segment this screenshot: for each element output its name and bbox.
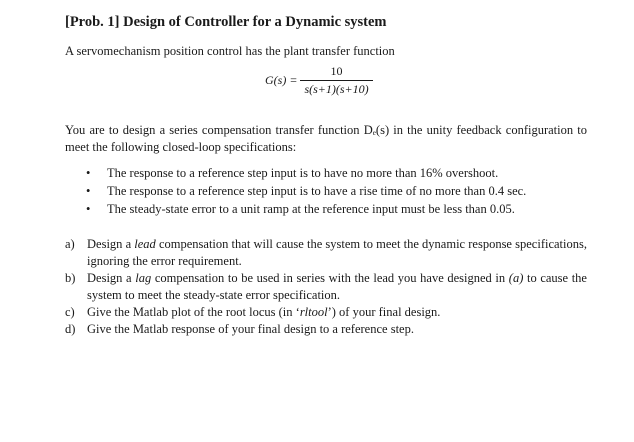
task-text: Design a (87, 271, 136, 285)
formula-fraction (300, 64, 372, 97)
task-emphasis: lag (135, 271, 152, 285)
task-marker: d) (65, 322, 76, 336)
task-text: Design a (87, 237, 135, 251)
task-emphasis: lead (134, 237, 156, 251)
task-item-c (65, 304, 587, 321)
task-item-d (65, 321, 587, 338)
task-text: compensation to be used in series with the lead you have designed in (151, 271, 509, 285)
formula-denominator: s(s+1)(s+10) (300, 80, 372, 97)
formula-numerator: 10 (330, 64, 343, 78)
spec-text: The steady-state error to a unit ramp at the reference input must be less than 0.05. (107, 202, 515, 216)
task-list (65, 236, 587, 338)
spec-text: The response to a reference step input is to have a rise time of no more than 0.4 sec. (107, 184, 527, 198)
transfer-function-formula (265, 64, 373, 97)
spec-text: The response to a reference step input is to have no more than 16% overshoot. (107, 166, 499, 180)
task-text: Give the Matlab response of your final design to a reference step. (87, 322, 414, 336)
bullet-icon: • (86, 184, 91, 198)
task-marker: a) (65, 237, 75, 251)
task-item-a (65, 236, 587, 270)
task-emphasis: rltool (299, 305, 328, 319)
design-paragraph: You are to design a series compensation transfer function Dₑ(s) in the unity feedback configuration to meet the following closed-loop specifications: (65, 123, 587, 154)
task-text: ’) of your final design. (327, 305, 441, 319)
formula-lhs: G(s) = (265, 73, 298, 87)
list-item (86, 200, 526, 218)
task-marker: b) (65, 271, 76, 285)
task-item-b (65, 270, 587, 304)
task-text: Give the Matlab plot of the root locus (in ‘ (87, 305, 300, 319)
specification-list (86, 164, 526, 218)
task-text: to cause the system to meet the steady-state error specification. (87, 271, 587, 302)
bullet-icon: • (86, 202, 91, 216)
task-marker: c) (65, 305, 75, 319)
task-emphasis: (a) (508, 271, 524, 285)
intro-text: A servomechanism position control has the plant transfer function (65, 44, 395, 58)
list-item (86, 182, 526, 200)
problem-title: [Prob. 1] Design of Controller for a Dynamic system (65, 14, 387, 30)
list-item (86, 164, 526, 182)
bullet-icon: • (86, 166, 91, 180)
task-text: compensation that will cause the system to meet the dynamic response specifications, ignoring the error requirement. (87, 237, 587, 268)
